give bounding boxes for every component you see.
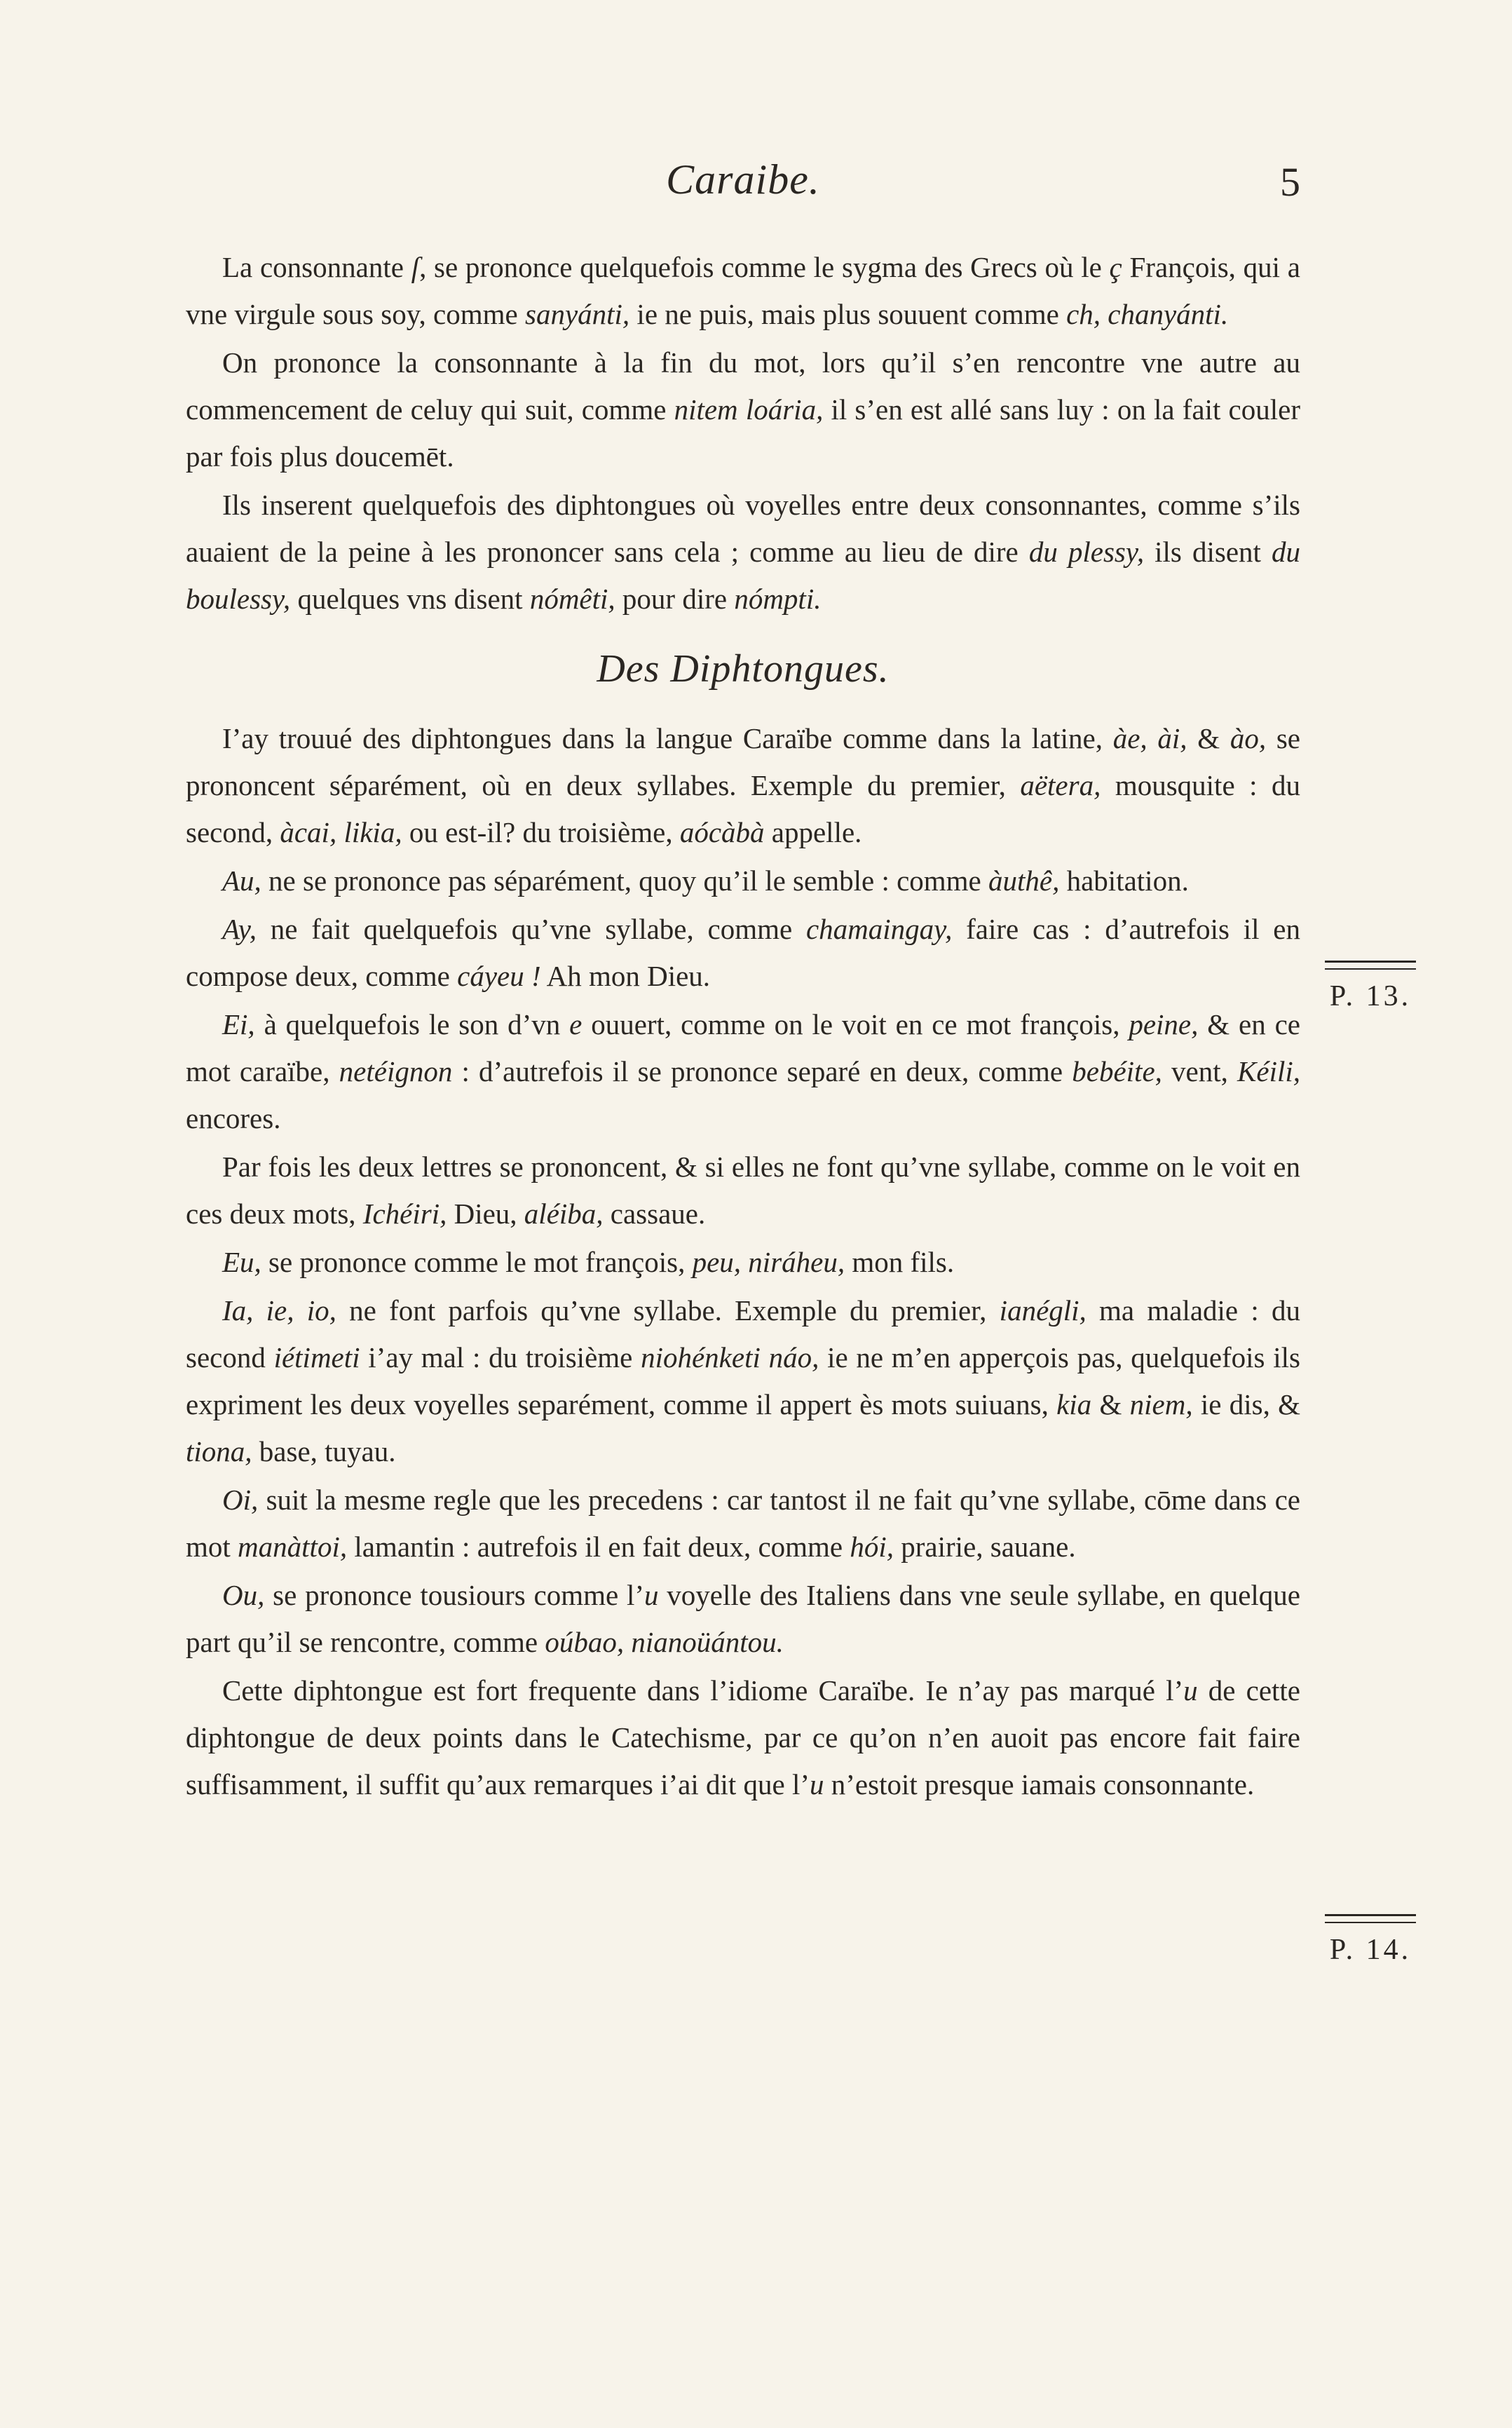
margin-ref-label: P. 13. (1329, 980, 1412, 1012)
page-number: 5 (1280, 159, 1300, 205)
paragraph-ay: Ay, ne fait quelquefois qu’vne syllabe, comme chamaingay, faire cas : d’autrefois il en compose deux, comme cáyeu ! Ah mon Dieu. (186, 913, 1300, 992)
paragraph-eu: Eu, se prononce comme le mot françois, peu, niráheu, mon fils. (222, 1246, 955, 1278)
running-title: Caraibe. (666, 156, 820, 203)
section-heading: Des Diphtongues. (597, 647, 890, 691)
paragraph-consonant-s: La consonnante ſ, se prononce quelquefois comme le sygma des Grecs où le ç François, qui a vne virgule sous soy, comme sanyánti, ie ne puis, mais plus souuent comme ch, chanyánti. (186, 251, 1300, 330)
margin-ref-label: P. 14. (1329, 1934, 1412, 1966)
margin-rule (1325, 1914, 1416, 1923)
paragraph-au: Au, ne se prononce pas séparément, quoy qu’il le semble : comme àuthê, habitation. (222, 864, 1189, 897)
paragraph-ia-ie-io: Ia, ie, io, ne font parfois qu’vne syllabe. Exemple du premier, ianégli, ma maladie : du second iétimeti i’ay mal : du troisième niohénketi náo, ie ne m’en apperçois pas, quelquefois ils expriment les deux voyelles separément, comme il appert ès mots suiuans, kia & niem, ie dis, & tiona, base, tuyau. (186, 1294, 1300, 1467)
paragraph-final-consonant: On prononce la consonnante à la fin du mot, lors qu’il s’en rencontre vne autre au commencement de celuy qui suit, comme nitem loária, il s’en est allé sans luy : on la fait couler par fois plus doucemēt. (186, 346, 1300, 473)
paragraph-ou: Ou, se prononce tousiours comme l’u voyelle des Italiens dans vne seule syllabe, en quelque part qu’il se rencontre, comme oúbao, nianoüántou. (186, 1579, 1300, 1658)
paragraph-oi: Oi, suit la mesme regle que les precedens : car tantost il ne fait qu’vne syllabe, cōme dans ce mot manàttoi, lamantin : autrefois il en fait deux, comme hói, prairie, sauane. (186, 1484, 1300, 1563)
paragraph-par-fois: Par fois les deux lettres se prononcent, & si elles ne font qu’vne syllabe, comme on le voit en ces deux mots, Ichéiri, Dieu, aléiba, cassaue. (186, 1151, 1300, 1230)
paragraph-ei: Ei, à quelquefois le son d’vn e ouuert, comme on le voit en ce mot françois, peine, & en ce mot caraïbe, netéignon : d’autrefois il se prononce separé en deux, comme bebéite, vent, Kéili, encores. (186, 1008, 1301, 1134)
margin-ref-p14 (1325, 1914, 1416, 1967)
margin-rule (1325, 961, 1416, 970)
paragraph-inserted-vowels: Ils inserent quelquefois des diphtongues où voyelles entre deux consonnantes, comme s’ils auaient de la peine à les prononcer sans cela ; comme au lieu de dire du plessy, ils disent du boulessy, quelques vns disent nómêti, pour dire nómpti. (186, 489, 1300, 615)
margin-ref-p13 (1325, 961, 1416, 1013)
paragraph-diphthongs-intro: I’ay trouué des diphtongues dans la langue Caraïbe comme dans la latine, àe, ài, & ào, se prononcent séparément, où en deux syllabes. Exemple du premier, aëtera, mousquite : du second, àcai, likia, ou est-il? du troisième, aócàbà appelle. (186, 722, 1301, 848)
text-body (186, 244, 1300, 1808)
page-header (186, 156, 1300, 219)
paragraph-diphthong-frequent: Cette diphtongue est fort frequente dans l’idiome Caraïbe. Ie n’ay pas marqué l’u de cette diphtongue de deux points dans le Catechisme, par ce qu’on n’en auoit pas encore fait faire suffisamment, il suffit qu’aux remarques i’ai dit que l’u n’estoit presque iamais consonnante. (186, 1674, 1300, 1800)
